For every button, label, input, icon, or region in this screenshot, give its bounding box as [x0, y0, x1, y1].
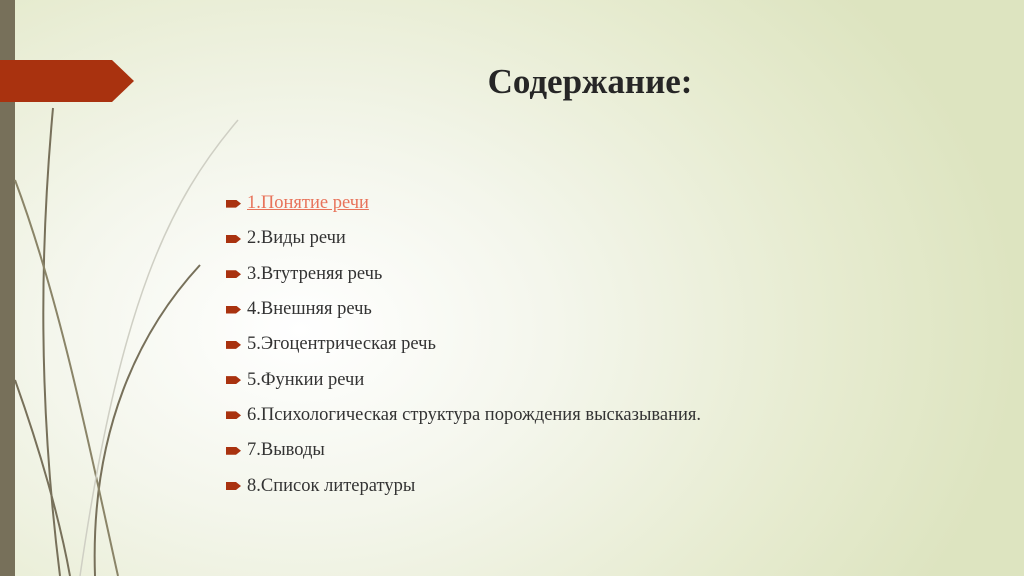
list-item-label: 4.Внешняя речь: [247, 299, 372, 320]
list-item-label: 2.Виды речи: [247, 228, 346, 249]
arrow-bullet-icon: [226, 270, 241, 278]
slide-title: Содержание:: [487, 62, 693, 101]
list-item-label: 3.Втутреняя речь: [247, 263, 383, 284]
list-item: [226, 221, 701, 256]
contents-link[interactable]: 1.Понятие речи: [247, 193, 369, 214]
list-item: [226, 362, 701, 397]
list-item: [226, 433, 701, 468]
list-item: [226, 468, 701, 503]
arrow-bullet-icon: [226, 200, 241, 208]
list-item-label: 7.Выводы: [247, 440, 325, 461]
arrow-bullet-icon: [226, 376, 241, 384]
title-arrow-shape: [0, 60, 134, 102]
list-item: [226, 398, 701, 433]
arrow-bullet-icon: [226, 306, 241, 314]
arrow-bullet-icon: [226, 447, 241, 455]
arrow-bullet-icon: [226, 411, 241, 419]
list-item[interactable]: [226, 186, 701, 221]
arrow-bullet-icon: [226, 482, 241, 490]
arrow-bullet-icon: [226, 235, 241, 243]
list-item: [226, 257, 701, 292]
list-item: [226, 327, 701, 362]
list-item-label: 6.Психологическая структура порождения высказывания.: [247, 404, 702, 425]
list-item: [226, 292, 701, 327]
list-item-label: 8.Список литературы: [247, 475, 416, 496]
arrow-bullet-icon: [226, 341, 241, 349]
list-item-label: 5.Функии речи: [247, 369, 365, 390]
contents-list: [226, 186, 701, 504]
list-item-label: 5.Эгоцентрическая речь: [247, 334, 436, 355]
